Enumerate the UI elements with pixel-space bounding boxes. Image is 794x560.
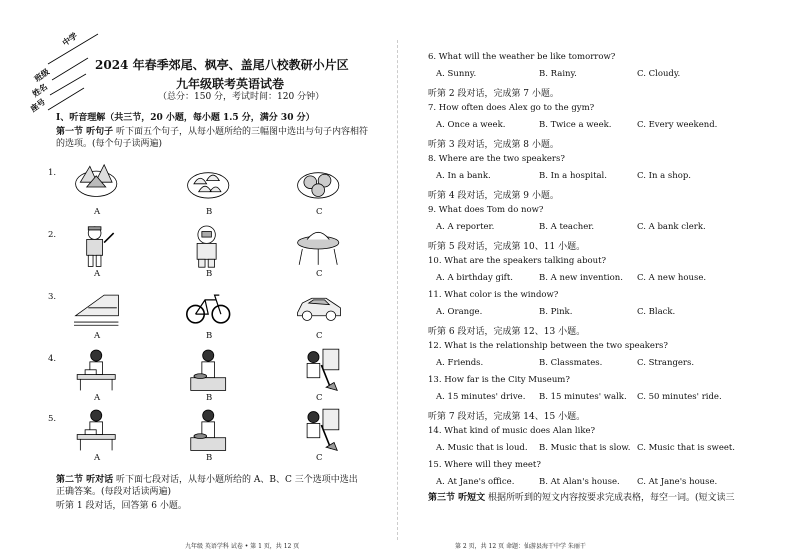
- picture-option: [178, 346, 240, 406]
- picture-option: [66, 222, 128, 282]
- answer-option: B. A teacher.: [539, 222, 595, 232]
- picture-question-number: 2.: [48, 230, 57, 240]
- page-divider: [397, 40, 398, 540]
- boy-cooking-icon: [178, 346, 240, 392]
- picture-option: [288, 284, 350, 344]
- sec1-desc-cont: 的选项。(每个句子读两遍): [56, 139, 163, 149]
- answer-option: B. At Alan's house.: [539, 477, 620, 487]
- ufo-icon: [288, 222, 350, 268]
- question-text: 7. How often does Alex go to the gym?: [428, 103, 595, 113]
- worker-icon: [66, 222, 128, 268]
- picture-option-label: C: [316, 453, 323, 463]
- picture-option: [66, 406, 128, 466]
- answer-option: A. Once a week.: [436, 120, 506, 130]
- exam-subtitle: 九年级联考英语试卷: [176, 77, 285, 91]
- listening-hint: 听第 4 段对话，完成第 9 小题。: [428, 191, 559, 201]
- sec3-title: 第三节 听短文: [428, 493, 486, 503]
- part1-heading: Ⅰ、听音理解（共三节，20 小题，每小题 1.5 分，满分 30 分）: [56, 113, 315, 123]
- picture-option: [66, 160, 128, 220]
- answer-option: B. Rainy.: [539, 69, 577, 79]
- picture-option: [288, 346, 350, 406]
- answer-option: A. 15 minutes' drive.: [436, 392, 526, 402]
- sec2-hint: 听第 1 段对话，回答第 6 小题。: [56, 501, 187, 511]
- bicycle-icon: [178, 284, 240, 330]
- question-text: 10. What are the speakers talking about?: [428, 256, 607, 266]
- answer-option: A. Music that is loud.: [436, 443, 528, 453]
- sec2-title: 第二节 听对话: [56, 475, 114, 485]
- answer-option: B. Classmates.: [539, 358, 603, 368]
- answer-option: C. Black.: [637, 307, 676, 317]
- picture-option: [288, 160, 350, 220]
- listening-hint: 听第 5 段对话，完成第 10、11 小题。: [428, 242, 586, 252]
- answer-option: C. 50 minutes' ride.: [637, 392, 722, 402]
- picture-option-label: B: [206, 269, 213, 279]
- sec2-desc: 听下面七段对话，从每小题所给的 A、B、C 三个选项中选出: [116, 475, 358, 485]
- question-text: 13. How far is the City Museum?: [428, 375, 570, 385]
- picture-option-label: C: [316, 331, 323, 341]
- side-label-seat: 座号: [28, 96, 48, 114]
- picture-option-label: B: [206, 207, 213, 217]
- answer-option: B. In a hospital.: [539, 171, 607, 181]
- picture-question-number: 4.: [48, 354, 57, 364]
- astronaut-icon: [178, 222, 240, 268]
- answer-option: A. Orange.: [436, 307, 483, 317]
- picture-option-label: B: [206, 453, 213, 463]
- sec1-title: 第一节 听句子: [56, 127, 114, 137]
- picture-option-label: A: [94, 331, 101, 341]
- dumplings-icon: [178, 160, 240, 206]
- question-text: 14. What kind of music does Alan like?: [428, 426, 596, 436]
- boy-sweeping-icon: [288, 346, 350, 392]
- answer-option: A. At Jane's office.: [436, 477, 515, 487]
- answer-option: C. Cloudy.: [637, 69, 681, 79]
- sec1-desc: 听下面五个句子，从每小题所给的三幅图中选出与句子内容相符: [116, 127, 369, 137]
- sec2-desc-cont: 正确答案。(每段对话读两遍): [56, 487, 172, 497]
- picture-option-label: C: [316, 393, 323, 403]
- answer-option: B. Pink.: [539, 307, 573, 317]
- listening-hint: 听第 2 段对话，完成第 7 小题。: [428, 89, 559, 99]
- exam-info: （总分：150 分，考试时间：120 分钟）: [158, 92, 325, 102]
- zongzi-food-icon: [66, 160, 128, 206]
- picture-option-label: A: [94, 453, 101, 463]
- boy-reading-icon: [66, 406, 128, 452]
- answer-option: A. A reporter.: [436, 222, 495, 232]
- answer-option: B. Music that is slow.: [539, 443, 631, 453]
- answer-option: C. A new house.: [637, 273, 707, 283]
- answer-option: A. A birthday gift.: [436, 273, 513, 283]
- picture-option-label: A: [94, 207, 101, 217]
- question-text: 8. Where are the two speakers?: [428, 154, 565, 164]
- answer-option: C. Every weekend.: [637, 120, 718, 130]
- picture-option: [178, 284, 240, 344]
- question-text: 11. What color is the window?: [428, 290, 559, 300]
- picture-option-label: B: [206, 393, 213, 403]
- side-label-class: 班级: [32, 66, 52, 84]
- mooncakes-icon: [288, 160, 350, 206]
- question-text: 6. What will the weather be like tomorrow?: [428, 52, 616, 62]
- picture-option-label: C: [316, 207, 323, 217]
- answer-option: C. A bank clerk.: [637, 222, 706, 232]
- picture-option: [178, 160, 240, 220]
- footer-left: 九年级 英语学科 试卷 • 第 1 页，共 12 页: [185, 543, 300, 550]
- boy-cooking-icon: [178, 406, 240, 452]
- picture-option-label: C: [316, 269, 323, 279]
- picture-question-number: 5.: [48, 414, 57, 424]
- picture-option-label: B: [206, 331, 213, 341]
- sec3-line: [428, 490, 735, 503]
- side-label-name: 姓名: [30, 81, 50, 99]
- answer-option: B. 15 minutes' walk.: [539, 392, 627, 402]
- answer-option: C. Music that is sweet.: [637, 443, 735, 453]
- boy-sweeping-icon: [288, 406, 350, 452]
- side-label-school: 中学: [60, 30, 80, 48]
- answer-option: C. Strangers.: [637, 358, 695, 368]
- train-icon: [66, 284, 128, 330]
- picture-option: [66, 346, 128, 406]
- question-text: 12. What is the relationship between the two speakers?: [428, 341, 668, 351]
- listening-hint: 听第 7 段对话，完成第 14、15 小题。: [428, 412, 586, 422]
- picture-option: [178, 406, 240, 466]
- answer-option: C. In a shop.: [637, 171, 692, 181]
- footer-right: 第 2 页，共 12 页 命题：仙游县海干中学 朱丽干: [455, 543, 586, 550]
- picture-option: [178, 222, 240, 282]
- picture-option-label: A: [94, 393, 101, 403]
- listening-hint: 听第 3 段对话，完成第 8 小题。: [428, 140, 559, 150]
- picture-question-number: 1.: [48, 168, 57, 178]
- question-text: 15. Where will they meet?: [428, 460, 541, 470]
- listening-hint: 听第 6 段对话，完成第 12、13 小题。: [428, 327, 586, 337]
- boy-reading-icon: [66, 346, 128, 392]
- answer-option: A. Friends.: [436, 358, 484, 368]
- answer-option: A. Sunny.: [436, 69, 477, 79]
- question-text: 9. What does Tom do now?: [428, 205, 544, 215]
- binding-margin: [28, 30, 80, 114]
- picture-question-number: 3.: [48, 292, 57, 302]
- picture-option: [66, 284, 128, 344]
- picture-option: [288, 406, 350, 466]
- answer-option: C. At Jane's house.: [637, 477, 718, 487]
- picture-option: [288, 222, 350, 282]
- car-icon: [288, 284, 350, 330]
- sec3-desc: 根据所听到的短文内容按要求完成表格，每空一词。(短文读三: [488, 493, 735, 503]
- answer-option: A. In a bank.: [436, 171, 491, 181]
- answer-option: B. A new invention.: [539, 273, 623, 283]
- answer-option: B. Twice a week.: [539, 120, 612, 130]
- picture-option-label: A: [94, 269, 101, 279]
- exam-title: 2024 年春季郊尾、枫亭、盖尾八校教研小片区: [95, 58, 349, 72]
